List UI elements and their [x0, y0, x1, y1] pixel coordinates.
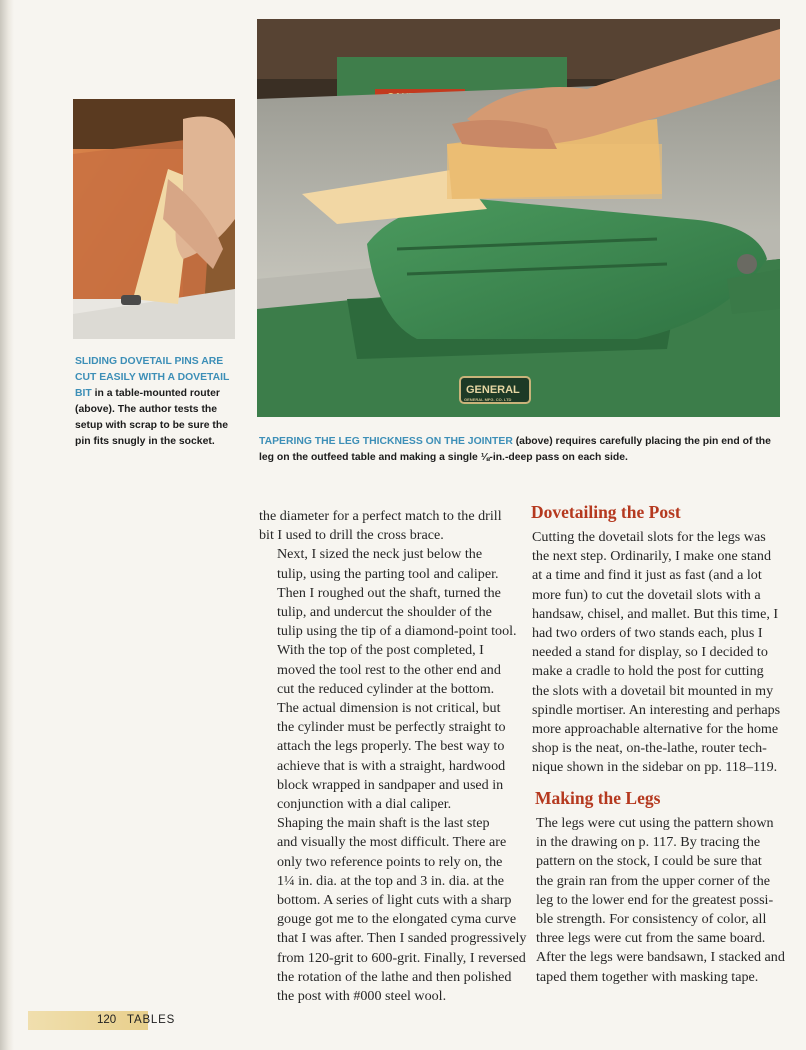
body-column-left [259, 507, 527, 1006]
text-line: taped them together with masking tape. [536, 968, 759, 985]
text-line: handsaw, chisel, and mallet. But this time, I [532, 605, 779, 622]
text-line: moved the tool rest to the other end and [277, 661, 501, 678]
general-brand-badge: GENERAL [466, 384, 520, 396]
text-line: tulip using the tip of a diamond-point tool. [277, 623, 517, 640]
text-line: bottom. A series of light cuts with a sharp [277, 892, 512, 909]
text-line: shop is the neat, on-the-lathe, router tech- [532, 740, 767, 757]
page-binding-shadow [0, 0, 14, 1050]
text-line: the cylinder must be perfectly straight to [277, 719, 506, 736]
text-line: cut the reduced cylinder at the bottom. [277, 680, 495, 697]
paragraph [259, 814, 527, 1006]
text-line: block wrapped in sandpaper and used in [277, 776, 504, 793]
text-line: from 120-grit to 600-grit. Finally, I reversed [277, 949, 526, 966]
text-line: the grain ran from the upper corner of the [536, 872, 771, 889]
text-line: ble strength. For consistency of color, all [536, 911, 767, 928]
text-line: three legs were cut from the same board. [536, 930, 766, 947]
caption-lead: SLIDING DOVETAIL PINS ARE CUT EASILY WITH A DOVETAIL BIT [75, 356, 230, 399]
text-line: the post with #000 steel wool. [277, 988, 447, 1005]
text-line: the next step. Ordinarily, I make one stand [532, 548, 772, 565]
text-line: make a cradle to hold the post for cutting [532, 663, 764, 680]
text-line: the slots with a dovetail bit mounted in my [532, 682, 774, 699]
text-line: tulip, using the parting tool and caliper. [277, 565, 499, 582]
section-name: TABLES [127, 1014, 176, 1026]
text-line: spindle mortiser. An interesting and perhaps [532, 701, 781, 718]
jointer-photo-caption [259, 434, 779, 466]
router-table-photo-icon [73, 99, 235, 339]
text-line: Next, I sized the neck just below the [277, 546, 483, 563]
text-line: more approachable alternative for the home [532, 721, 779, 738]
router-table-photo [73, 99, 235, 339]
section-heading-dovetailing-post: Dovetailing the Post [531, 502, 681, 522]
text-line: the diameter for a perfect match to the drill [259, 508, 502, 524]
paragraph [536, 814, 791, 987]
caption-text: (above) requires carefully placing the pin end of the leg on the outfeed table and making a single ⅛-in.-deep pass on each side. [259, 436, 771, 463]
text-line: bit I used to drill the cross brace. [259, 527, 444, 544]
text-line: With the top of the post completed, I [277, 642, 484, 659]
section-heading-making-legs: Making the Legs [535, 788, 661, 808]
text-line: needed a stand for display, so I decided to [532, 644, 768, 661]
text-line: The legs were cut using the pattern shown [536, 815, 774, 831]
jointer-photo [257, 19, 780, 417]
text-line: After the legs were bandsawn, I stacked and [536, 949, 785, 966]
text-line: Cutting the dovetail slots for the legs was [532, 529, 766, 545]
text-line: achieve that is with a straight, hardwood [277, 757, 506, 774]
text-line: at a time and find it just as fast (and a lot [532, 567, 762, 584]
text-line: in the drawing on p. 117. By tracing the [536, 834, 761, 851]
router-photo-caption [75, 354, 235, 450]
text-line: more fun) to cut the dovetail slots with a [532, 586, 761, 603]
general-brand-badge-sub: GENERAL MFG. CO. LTD [464, 397, 512, 402]
text-line: attach the legs properly. The best way to [277, 738, 505, 755]
text-line: The actual dimension is not critical, but [277, 700, 501, 717]
caption-lead: TAPERING THE LEG THICKNESS ON THE JOINTER [259, 436, 513, 447]
text-line: Then I roughed out the shaft, turned the [277, 584, 501, 601]
text-line: gouge got me to the elongated cyma curve [277, 911, 517, 928]
paragraph [259, 507, 511, 545]
text-line: conjunction with a dial caliper. [277, 796, 452, 813]
text-line: only two reference points to rely on, the [277, 853, 503, 870]
body-column-right-legs [536, 814, 791, 987]
text-line: 1¼ in. dia. at the top and 3 in. dia. at the [277, 872, 505, 889]
text-line: Shaping the main shaft is the last step [277, 815, 490, 832]
text-line: pattern on the stock, I could be sure that [536, 853, 762, 870]
caption-text: in a table-mounted router (above). The author tests the setup with scrap to be sure the pin fits snugly in the socket. [75, 388, 229, 447]
text-line: leg to the lower end for the greatest possi- [536, 891, 774, 908]
page-number: 120 [97, 1014, 117, 1026]
body-column-right-post [532, 528, 787, 778]
text-line: nique shown in the sidebar on pp. 118–119. [532, 759, 778, 776]
jointer-photo-icon [257, 19, 780, 417]
text-line: and visually the most difficult. There are [277, 834, 507, 851]
text-line: that I was after. Then I sanded progressively [277, 930, 527, 947]
text-line: had two orders of two stands each, plus I [532, 625, 763, 642]
text-line: tulip, and undercut the shoulder of the [277, 604, 492, 621]
paragraph [532, 528, 787, 778]
text-line: the rotation of the lathe and then polished [277, 968, 512, 985]
paragraph [259, 545, 517, 814]
